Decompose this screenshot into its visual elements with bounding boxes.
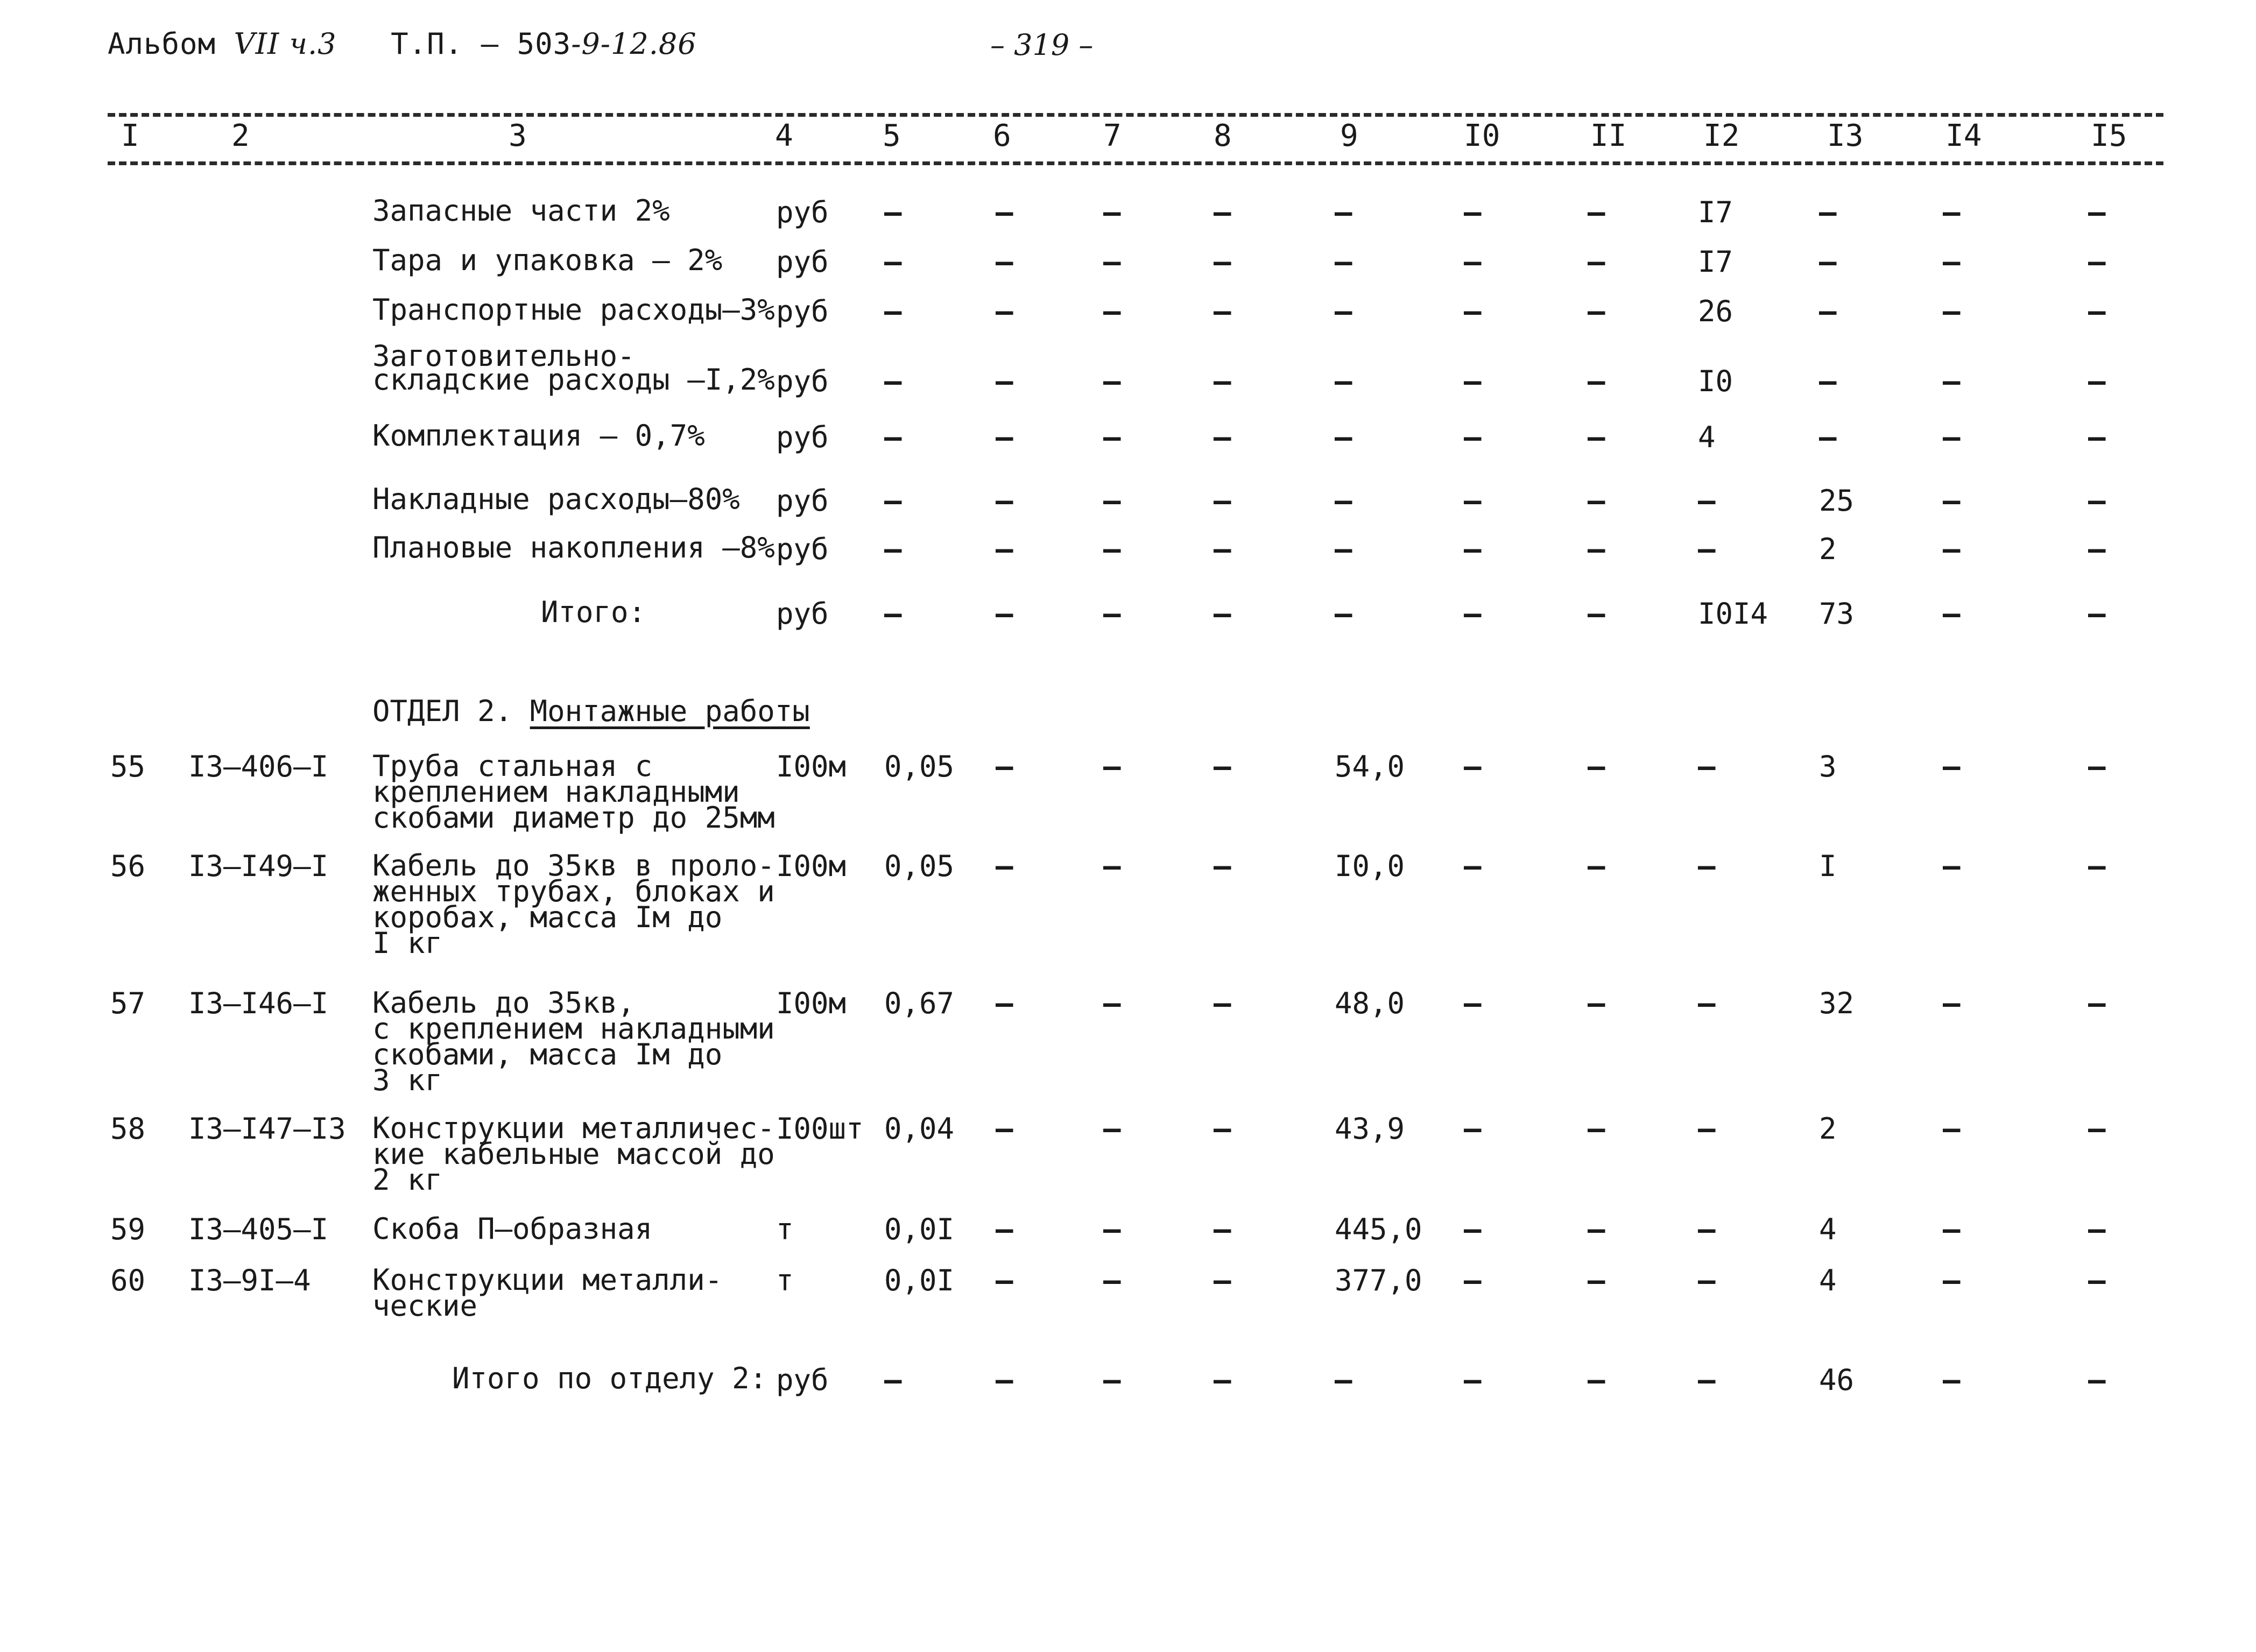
overhead-row-value-c5: – xyxy=(884,195,902,229)
item-description: Транспортные расходы–3% xyxy=(372,293,775,327)
item-description: Итого: xyxy=(541,595,646,629)
work-row-value-c8: – xyxy=(1214,1212,1231,1246)
row-number: 60 xyxy=(110,1263,146,1297)
work-row-value-c9: I0,0 xyxy=(1335,849,1405,883)
work-row-value-c5: 0,0I xyxy=(884,1263,955,1297)
overhead-row-value-c8: – xyxy=(1214,484,1231,518)
document-header xyxy=(108,27,697,61)
unit-cell: I00м xyxy=(776,750,847,783)
section-2-prefix: ОТДЕЛ 2. xyxy=(372,694,513,728)
work-row-value-c12: – xyxy=(1698,1112,1716,1146)
overhead-row-value-c8: – xyxy=(1214,195,1231,229)
overhead-row-value-c12: I7 xyxy=(1698,195,1733,229)
overhead-row-value-c15: – xyxy=(2088,484,2106,518)
work-row-value-c13: I xyxy=(1819,849,1837,883)
overhead-row-value-c8: – xyxy=(1214,420,1231,454)
column-number: 4 xyxy=(775,118,793,153)
work-row-value-c13: 4 xyxy=(1819,1212,1837,1246)
item-code: I3–I46–I xyxy=(188,986,329,1020)
section-total-row-value-c14: – xyxy=(1943,1363,1961,1397)
section-total-row-value-c10: – xyxy=(1464,1363,1482,1397)
unit-cell: руб xyxy=(776,420,829,454)
overhead-row-value-c12: 26 xyxy=(1698,294,1733,328)
item-description: Комплектация – 0,7% xyxy=(372,419,705,453)
total-row-value-c11: – xyxy=(1588,597,1605,631)
item-code: I3–9I–4 xyxy=(188,1263,311,1297)
work-row-value-c9: 377,0 xyxy=(1335,1263,1422,1297)
overhead-row-value-c14: – xyxy=(1943,532,1961,566)
section-total-row-value-c12: – xyxy=(1698,1363,1716,1397)
overhead-row-value-c7: – xyxy=(1103,420,1121,454)
overhead-row-value-c5: – xyxy=(884,420,902,454)
work-row-value-c8: – xyxy=(1214,986,1231,1020)
overhead-row-value-c11: – xyxy=(1588,245,1605,279)
column-number: 9 xyxy=(1340,118,1358,153)
column-number: I0 xyxy=(1464,118,1500,153)
work-row-value-c10: – xyxy=(1464,849,1482,883)
work-row-value-c11: – xyxy=(1588,1212,1605,1246)
work-row-value-c8: – xyxy=(1214,750,1231,783)
overhead-row-value-c6: – xyxy=(996,420,1013,454)
overhead-row-value-c5: – xyxy=(884,484,902,518)
overhead-row-value-c8: – xyxy=(1214,245,1231,279)
overhead-row-value-c7: – xyxy=(1103,195,1121,229)
section-total-row-value-c8: – xyxy=(1214,1363,1231,1397)
work-row-value-c11: – xyxy=(1588,1263,1605,1297)
work-row-value-c10: – xyxy=(1464,986,1482,1020)
header-rule-top xyxy=(108,113,2163,117)
row-number: 56 xyxy=(110,849,146,883)
item-description: Труба стальная с креплением накладными скобами диаметр до 25мм xyxy=(372,749,775,835)
unit-cell: руб xyxy=(776,364,829,398)
overhead-row-value-c10: – xyxy=(1464,195,1482,229)
column-number: I2 xyxy=(1703,118,1740,153)
overhead-row-value-c10: – xyxy=(1464,532,1482,566)
work-row-value-c9: 43,9 xyxy=(1335,1112,1405,1146)
work-row-value-c6: – xyxy=(996,1212,1013,1246)
total-row-value-c14: – xyxy=(1943,597,1961,631)
unit-cell: т xyxy=(776,1263,794,1297)
section-total-row-value-c15: – xyxy=(2088,1363,2106,1397)
total-row-value-c9: – xyxy=(1335,597,1352,631)
overhead-row-value-c13: 2 xyxy=(1819,532,1837,566)
section-total-row-value-c6: – xyxy=(996,1363,1013,1397)
section-total-row-value-c5: – xyxy=(884,1363,902,1397)
unit-cell: I00м xyxy=(776,849,847,883)
overhead-row-value-c10: – xyxy=(1464,245,1482,279)
item-description: Итого по отделу 2: xyxy=(452,1361,767,1395)
work-row-value-c5: 0,0I xyxy=(884,1212,955,1246)
total-row-value-c5: – xyxy=(884,597,902,631)
work-row-value-c7: – xyxy=(1103,750,1121,783)
work-row-value-c10: – xyxy=(1464,750,1482,783)
item-code: I3–I49–I xyxy=(188,849,329,883)
overhead-row-value-c13: – xyxy=(1819,294,1837,328)
section-total-row-value-c7: – xyxy=(1103,1363,1121,1397)
overhead-row-value-c14: – xyxy=(1943,420,1961,454)
overhead-row-value-c13: – xyxy=(1819,420,1837,454)
overhead-row-value-c14: – xyxy=(1943,294,1961,328)
work-row-value-c15: – xyxy=(2088,1112,2106,1146)
work-row-value-c14: – xyxy=(1943,750,1961,783)
item-code: I3–405–I xyxy=(188,1212,329,1246)
overhead-row-value-c5: – xyxy=(884,364,902,398)
work-row-value-c6: – xyxy=(996,1112,1013,1146)
section-2-title xyxy=(372,694,810,728)
overhead-row-value-c11: – xyxy=(1588,364,1605,398)
overhead-row-value-c7: – xyxy=(1103,484,1121,518)
work-row-value-c5: 0,05 xyxy=(884,849,955,883)
item-description: Плановые накопления –8% xyxy=(372,531,775,564)
item-description: Тара и упаковка – 2% xyxy=(372,243,723,277)
item-description: Кабель до 35кв, с креплением накладными скобами, масса Iм до 3 кг xyxy=(372,986,775,1097)
work-row-value-c8: – xyxy=(1214,1112,1231,1146)
overhead-row-value-c9: – xyxy=(1335,364,1352,398)
album-number: VII ч.3 xyxy=(234,27,337,61)
project-code: Т.П. – 503 xyxy=(391,27,572,61)
unit-cell: I00шт xyxy=(776,1112,864,1146)
overhead-row-value-c6: – xyxy=(996,195,1013,229)
unit-cell: руб xyxy=(776,245,829,279)
overhead-row-value-c11: – xyxy=(1588,532,1605,566)
overhead-row-value-c6: – xyxy=(996,245,1013,279)
overhead-row-value-c7: – xyxy=(1103,245,1121,279)
overhead-row-value-c7: – xyxy=(1103,294,1121,328)
work-row-value-c9: 445,0 xyxy=(1335,1212,1422,1246)
overhead-row-value-c10: – xyxy=(1464,484,1482,518)
work-row-value-c9: 48,0 xyxy=(1335,986,1405,1020)
overhead-row-value-c15: – xyxy=(2088,420,2106,454)
work-row-value-c12: – xyxy=(1698,1263,1716,1297)
work-row-value-c7: – xyxy=(1103,1263,1121,1297)
work-row-value-c6: – xyxy=(996,986,1013,1020)
overhead-row-value-c9: – xyxy=(1335,195,1352,229)
overhead-row-value-c13: – xyxy=(1819,245,1837,279)
total-row-value-c7: – xyxy=(1103,597,1121,631)
work-row-value-c13: 3 xyxy=(1819,750,1837,783)
total-row-value-c15: – xyxy=(2088,597,2106,631)
work-row-value-c15: – xyxy=(2088,986,2106,1020)
work-row-value-c7: – xyxy=(1103,986,1121,1020)
overhead-row-value-c12: – xyxy=(1698,532,1716,566)
work-row-value-c13: 32 xyxy=(1819,986,1855,1020)
total-row-value-c6: – xyxy=(996,597,1013,631)
row-number: 55 xyxy=(110,750,146,783)
overhead-row-value-c5: – xyxy=(884,294,902,328)
work-row-value-c5: 0,05 xyxy=(884,750,955,783)
overhead-row-value-c9: – xyxy=(1335,420,1352,454)
work-row-value-c14: – xyxy=(1943,1112,1961,1146)
work-row-value-c15: – xyxy=(2088,1212,2106,1246)
overhead-row-value-c15: – xyxy=(2088,294,2106,328)
overhead-row-value-c9: – xyxy=(1335,484,1352,518)
column-number: 2 xyxy=(231,118,250,153)
item-code: I3–406–I xyxy=(188,750,329,783)
work-row-value-c12: – xyxy=(1698,986,1716,1020)
work-row-value-c13: 2 xyxy=(1819,1112,1837,1146)
work-row-value-c8: – xyxy=(1214,849,1231,883)
section-2-name: Монтажные работы xyxy=(530,694,810,728)
overhead-row-value-c9: – xyxy=(1335,294,1352,328)
work-row-value-c7: – xyxy=(1103,1112,1121,1146)
column-number: I5 xyxy=(2091,118,2127,153)
overhead-row-value-c8: – xyxy=(1214,364,1231,398)
overhead-row-value-c9: – xyxy=(1335,532,1352,566)
work-row-value-c9: 54,0 xyxy=(1335,750,1405,783)
column-number: II xyxy=(1590,118,1627,153)
overhead-row-value-c9: – xyxy=(1335,245,1352,279)
work-row-value-c5: 0,04 xyxy=(884,1112,955,1146)
section-total-row-value-c13: 46 xyxy=(1819,1363,1855,1397)
work-row-value-c10: – xyxy=(1464,1212,1482,1246)
work-row-value-c10: – xyxy=(1464,1263,1482,1297)
work-row-value-c11: – xyxy=(1588,750,1605,783)
overhead-row-value-c14: – xyxy=(1943,195,1961,229)
unit-cell: руб xyxy=(776,532,829,566)
overhead-row-value-c5: – xyxy=(884,532,902,566)
overhead-row-value-c12: 4 xyxy=(1698,420,1716,454)
overhead-row-value-c15: – xyxy=(2088,245,2106,279)
column-number: 6 xyxy=(993,118,1011,153)
work-row-value-c15: – xyxy=(2088,1263,2106,1297)
work-row-value-c14: – xyxy=(1943,1212,1961,1246)
item-description: Накладные расходы–80% xyxy=(372,482,740,516)
total-row-value-c10: – xyxy=(1464,597,1482,631)
overhead-row-value-c7: – xyxy=(1103,532,1121,566)
unit-cell: руб xyxy=(776,597,829,631)
work-row-value-c12: – xyxy=(1698,849,1716,883)
overhead-row-value-c11: – xyxy=(1588,294,1605,328)
overhead-row-value-c11: – xyxy=(1588,484,1605,518)
item-description: Скоба П–образная xyxy=(372,1212,653,1246)
work-row-value-c15: – xyxy=(2088,750,2106,783)
item-description: Конструкции металли- ческие xyxy=(372,1263,723,1323)
overhead-row-value-c6: – xyxy=(996,294,1013,328)
overhead-row-value-c12: I7 xyxy=(1698,245,1733,279)
work-row-value-c5: 0,67 xyxy=(884,986,955,1020)
column-number: 8 xyxy=(1214,118,1232,153)
header-rule-bottom xyxy=(108,161,2163,165)
work-row-value-c11: – xyxy=(1588,986,1605,1020)
work-row-value-c14: – xyxy=(1943,849,1961,883)
row-number: 58 xyxy=(110,1112,146,1146)
work-row-value-c15: – xyxy=(2088,849,2106,883)
work-row-value-c14: – xyxy=(1943,986,1961,1020)
page-number: – 319 – xyxy=(990,28,1094,62)
column-number: I3 xyxy=(1827,118,1864,153)
overhead-row-value-c15: – xyxy=(2088,532,2106,566)
overhead-row-value-c7: – xyxy=(1103,364,1121,398)
work-row-value-c8: – xyxy=(1214,1263,1231,1297)
overhead-row-value-c6: – xyxy=(996,532,1013,566)
overhead-row-value-c8: – xyxy=(1214,532,1231,566)
work-row-value-c6: – xyxy=(996,750,1013,783)
item-code: I3–I47–I3 xyxy=(188,1112,346,1146)
unit-cell: руб xyxy=(776,294,829,328)
overhead-row-value-c15: – xyxy=(2088,364,2106,398)
overhead-row-value-c8: – xyxy=(1214,294,1231,328)
column-number: 7 xyxy=(1103,118,1122,153)
item-description: Кабель до 35кв в проло- женных трубах, блоках и коробах, масса Iм до I кг xyxy=(372,849,775,960)
overhead-row-value-c12: – xyxy=(1698,484,1716,518)
column-number: 5 xyxy=(883,118,901,153)
overhead-row-value-c11: – xyxy=(1588,420,1605,454)
work-row-value-c12: – xyxy=(1698,750,1716,783)
work-row-value-c11: – xyxy=(1588,849,1605,883)
overhead-row-value-c11: – xyxy=(1588,195,1605,229)
work-row-value-c6: – xyxy=(996,849,1013,883)
item-description: Запасные части 2% xyxy=(372,194,670,228)
item-description: Заготовительно- складские расходы –I,2% xyxy=(372,339,775,397)
overhead-row-value-c12: I0 xyxy=(1698,364,1733,398)
work-row-value-c10: – xyxy=(1464,1112,1482,1146)
overhead-row-value-c14: – xyxy=(1943,484,1961,518)
section-total-row-value-c9: – xyxy=(1335,1363,1352,1397)
overhead-row-value-c10: – xyxy=(1464,420,1482,454)
overhead-row-value-c13: – xyxy=(1819,364,1837,398)
album-label: Альбом xyxy=(108,27,216,61)
unit-cell: руб xyxy=(776,484,829,518)
overhead-row-value-c5: – xyxy=(884,245,902,279)
overhead-row-value-c14: – xyxy=(1943,245,1961,279)
work-row-value-c7: – xyxy=(1103,849,1121,883)
unit-cell: т xyxy=(776,1212,794,1246)
column-number: 3 xyxy=(509,118,527,153)
overhead-row-value-c10: – xyxy=(1464,364,1482,398)
work-row-value-c7: – xyxy=(1103,1212,1121,1246)
column-number: I4 xyxy=(1945,118,1982,153)
work-row-value-c12: – xyxy=(1698,1212,1716,1246)
total-row-value-c8: – xyxy=(1214,597,1231,631)
unit-cell: руб xyxy=(776,1363,829,1397)
overhead-row-value-c15: – xyxy=(2088,195,2106,229)
project-code-suffix: -9-12.86 xyxy=(571,27,697,61)
unit-cell: руб xyxy=(776,195,829,229)
work-row-value-c13: 4 xyxy=(1819,1263,1837,1297)
work-row-value-c6: – xyxy=(996,1263,1013,1297)
overhead-row-value-c14: – xyxy=(1943,364,1961,398)
total-row-value-c13: 73 xyxy=(1819,597,1855,631)
overhead-row-value-c13: – xyxy=(1819,195,1837,229)
section-total-row-value-c11: – xyxy=(1588,1363,1605,1397)
item-description: Конструкции металличес- кие кабельные массой до 2 кг xyxy=(372,1111,775,1197)
overhead-row-value-c6: – xyxy=(996,364,1013,398)
row-number: 59 xyxy=(110,1212,146,1246)
unit-cell: I00м xyxy=(776,986,847,1020)
column-number: I xyxy=(121,118,139,153)
overhead-row-value-c13: 25 xyxy=(1819,484,1855,518)
work-row-value-c11: – xyxy=(1588,1112,1605,1146)
total-row-value-c12: I0I4 xyxy=(1698,597,1768,631)
work-row-value-c14: – xyxy=(1943,1263,1961,1297)
overhead-row-value-c10: – xyxy=(1464,294,1482,328)
row-number: 57 xyxy=(110,986,146,1020)
overhead-row-value-c6: – xyxy=(996,484,1013,518)
